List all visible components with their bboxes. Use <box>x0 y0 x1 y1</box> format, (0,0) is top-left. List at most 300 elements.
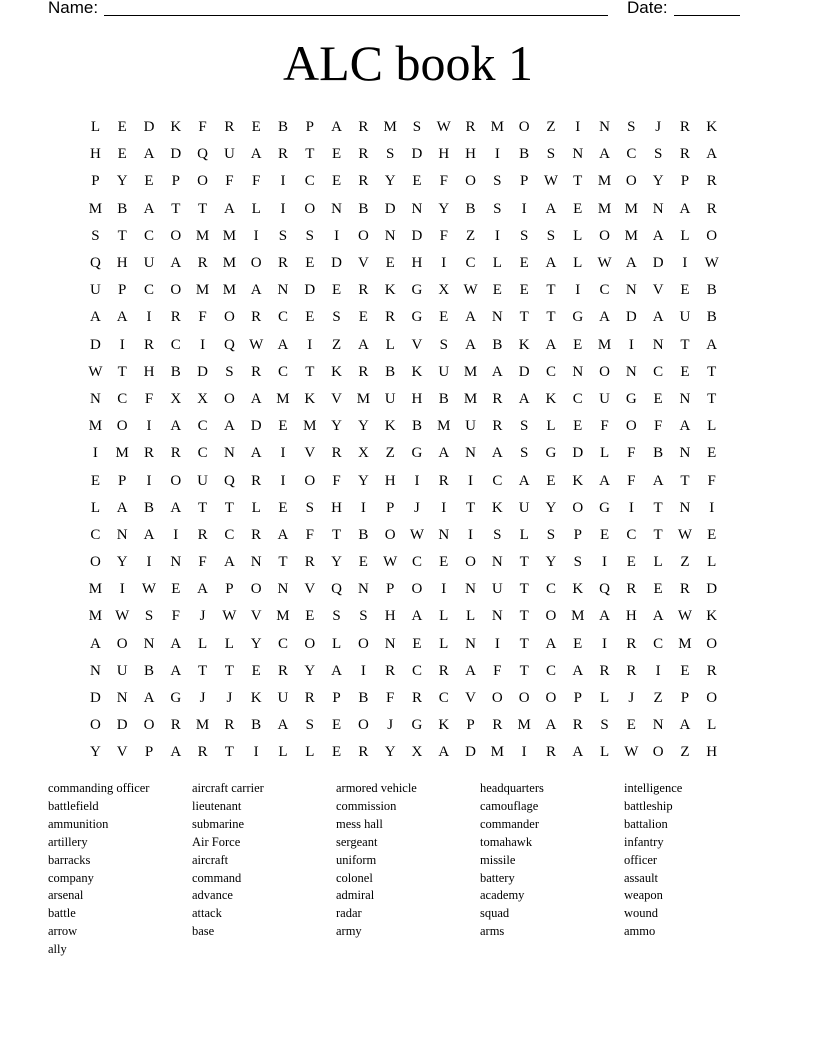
grid-letter: L <box>439 608 449 625</box>
grid-letter: P <box>91 173 100 190</box>
grid-letter: D <box>143 119 155 136</box>
grid-letter: O <box>304 200 316 217</box>
grid-letter: G <box>545 445 557 462</box>
grid-letter: T <box>653 526 663 543</box>
grid-letter: T <box>519 662 529 679</box>
grid-letter: N <box>143 635 155 652</box>
grid-letter: O <box>357 635 369 652</box>
grid-letter: T <box>519 608 529 625</box>
grid-letter: M <box>303 418 317 435</box>
grid-letter: S <box>546 146 556 163</box>
grid-letter: D <box>411 227 423 244</box>
grid-letter: C <box>304 173 315 190</box>
word-column <box>624 780 768 959</box>
grid-letter: N <box>116 526 128 543</box>
grid-letter: T <box>278 554 288 571</box>
grid-letter: I <box>628 499 634 516</box>
grid-letter: B <box>465 200 476 217</box>
grid-letter: N <box>277 581 289 598</box>
grid-letter: B <box>519 146 530 163</box>
grid-letter: O <box>250 581 262 598</box>
grid-letter: A <box>599 608 610 625</box>
grid-letter: S <box>493 200 502 217</box>
grid-row <box>82 223 725 250</box>
grid-letter: W <box>597 255 612 272</box>
grid-letter: D <box>706 581 718 598</box>
grid-letter: Z <box>546 119 556 136</box>
grid-letter: A <box>438 744 450 761</box>
grid-letter: P <box>385 581 395 598</box>
grid-letter: S <box>519 227 529 244</box>
grid-letter: R <box>492 418 503 435</box>
grid-letter: R <box>492 717 503 734</box>
grid-letter: I <box>602 635 608 652</box>
grid-letter: R <box>277 662 288 679</box>
grid-letter: Y <box>438 200 450 217</box>
word-column <box>336 780 480 959</box>
grid-letter: G <box>170 690 182 707</box>
grid-letter: D <box>384 200 396 217</box>
word-item: officer <box>624 852 658 867</box>
grid-letter: A <box>223 554 235 571</box>
grid-letter: E <box>305 608 315 625</box>
grid-letter: M <box>597 173 612 190</box>
grid-letter: Y <box>652 173 664 190</box>
grid-letter: A <box>572 744 584 761</box>
grid-letter: U <box>223 146 235 163</box>
grid-letter: S <box>385 146 395 163</box>
word-item: army <box>336 924 362 939</box>
grid-letter: T <box>198 499 208 516</box>
grid-letter: T <box>224 499 234 516</box>
grid-letter: B <box>117 200 128 217</box>
grid-letter: X <box>357 445 369 462</box>
grid-letter: E <box>439 554 449 571</box>
grid-letter: E <box>144 173 154 190</box>
grid-letter: E <box>251 119 261 136</box>
grid-letter: F <box>493 662 502 679</box>
grid-letter: Z <box>653 690 663 707</box>
word-item: commander <box>480 816 540 831</box>
grid-letter: E <box>251 662 261 679</box>
grid-letter: I <box>253 744 259 761</box>
grid-letter: A <box>250 390 262 407</box>
grid-letter: N <box>491 554 503 571</box>
grid-letter: R <box>599 662 610 679</box>
grid-letter: O <box>518 690 530 707</box>
grid-letter: N <box>491 309 503 326</box>
grid-letter: E <box>331 744 342 761</box>
grid-letter: P <box>573 690 582 707</box>
grid-letter: F <box>144 390 154 407</box>
grid-letter: N <box>331 200 342 217</box>
word-item: aircraft <box>192 852 229 867</box>
grid-letter: T <box>519 554 529 571</box>
grid-letter: M <box>490 744 505 761</box>
grid-letter: D <box>197 363 208 380</box>
grid-letter: Y <box>357 472 369 489</box>
grid-letter: E <box>331 173 342 190</box>
grid-letter: O <box>625 418 637 435</box>
grid-letter: K <box>250 690 262 707</box>
grid-letter: D <box>652 255 664 272</box>
grid-letter: E <box>90 472 100 489</box>
grid-letter: P <box>573 526 582 543</box>
grid-letter: W <box>624 744 639 761</box>
grid-letter: P <box>305 119 314 136</box>
grid-letter: N <box>625 363 637 380</box>
grid-letter: R <box>197 526 208 543</box>
grid-letter: E <box>305 255 315 272</box>
grid-letter: H <box>143 363 155 380</box>
grid-letter: E <box>680 282 690 299</box>
grid-letter: E <box>626 554 636 571</box>
grid-letter: L <box>599 445 610 462</box>
grid-letter: R <box>358 363 369 380</box>
grid-letter: N <box>438 526 450 543</box>
grid-letter: R <box>572 717 583 734</box>
date-blank-line <box>674 15 740 16</box>
grid-letter: H <box>331 499 342 516</box>
grid-letter: C <box>545 662 556 679</box>
grid-letter: L <box>278 744 288 761</box>
grid-letter: D <box>250 418 262 435</box>
word-item: squad <box>480 906 510 921</box>
grid-letter: C <box>224 526 235 543</box>
grid-letter: C <box>143 282 154 299</box>
grid-letter: I <box>575 282 581 299</box>
grid-letter: P <box>225 581 234 598</box>
grid-letter: A <box>706 336 718 353</box>
grid-letter: K <box>706 119 718 136</box>
grid-letter: Y <box>331 418 342 435</box>
grid-letter: H <box>89 146 101 163</box>
grid-letter: I <box>494 635 500 652</box>
grid-letter: M <box>463 390 478 407</box>
grid-letter: M <box>571 608 585 625</box>
grid-letter: D <box>411 146 423 163</box>
grid-letter: E <box>331 146 342 163</box>
grid-row <box>82 712 725 739</box>
grid-letter: I <box>575 119 581 136</box>
grid-letter: E <box>492 282 502 299</box>
grid-letter: O <box>304 635 316 652</box>
grid-letter: J <box>655 119 662 136</box>
grid-letter: Q <box>89 255 101 272</box>
grid-letter: N <box>250 554 262 571</box>
grid-letter: E <box>117 146 127 163</box>
grid-letter: S <box>493 173 502 190</box>
grid-letter: I <box>119 336 125 353</box>
grid-letter: G <box>411 445 423 462</box>
word-item: assault <box>624 870 659 885</box>
word-item: advance <box>192 888 233 903</box>
grid-letter: R <box>304 690 315 707</box>
grid-letter: L <box>573 255 583 272</box>
grid-letter: R <box>277 146 288 163</box>
grid-letter: I <box>280 200 286 217</box>
grid-letter: L <box>465 608 476 625</box>
grid-letter: V <box>411 336 423 353</box>
grid-letter: H <box>438 146 450 163</box>
grid-letter: F <box>707 472 716 489</box>
grid-letter: L <box>707 418 717 435</box>
grid-letter: J <box>199 608 206 625</box>
word-item: Air Force <box>192 834 241 849</box>
grid-letter: O <box>116 635 128 652</box>
grid-letter: R <box>143 445 154 462</box>
grid-letter: Y <box>384 173 396 190</box>
grid-letter: A <box>545 336 557 353</box>
grid-letter: B <box>706 309 717 326</box>
grid-letter: C <box>170 336 181 353</box>
grid-letter: Y <box>116 554 128 571</box>
grid-letter: W <box>88 363 103 380</box>
grid-letter: T <box>653 499 663 516</box>
grid-letter: I <box>280 445 286 462</box>
grid-row <box>82 304 725 331</box>
grid-letter: M <box>195 717 210 734</box>
grid-row <box>82 440 725 467</box>
grid-letter: J <box>226 690 233 707</box>
grid-letter: V <box>304 581 316 598</box>
grid-letter: E <box>412 173 422 190</box>
grid-letter: U <box>679 309 691 326</box>
word-list <box>48 780 768 959</box>
grid-letter: I <box>253 227 259 244</box>
grid-letter: S <box>519 445 529 462</box>
grid-letter: M <box>490 119 505 136</box>
grid-letter: A <box>545 255 557 272</box>
grid-letter: P <box>680 690 690 707</box>
grid-letter: W <box>463 282 478 299</box>
grid-letter: O <box>304 472 316 489</box>
grid-letter: R <box>545 744 556 761</box>
grid-letter: P <box>680 173 690 190</box>
grid-letter: P <box>519 173 529 190</box>
word-item: barracks <box>48 852 91 867</box>
grid-letter: S <box>359 608 368 625</box>
grid-letter: R <box>492 390 503 407</box>
grid-row <box>82 631 725 658</box>
grid-letter: B <box>143 499 154 516</box>
grid-letter: C <box>626 526 637 543</box>
grid-letter: I <box>200 336 206 353</box>
grid-letter: D <box>304 282 316 299</box>
grid-letter: A <box>331 662 342 679</box>
grid-letter: Z <box>680 744 690 761</box>
word-item: intelligence <box>624 781 683 795</box>
grid-letter: K <box>170 119 182 136</box>
grid-letter: G <box>411 309 423 326</box>
grid-letter: T <box>117 363 127 380</box>
grid-letter: N <box>384 635 396 652</box>
grid-letter: D <box>465 744 476 761</box>
word-item: battleship <box>624 798 673 813</box>
grid-letter: O <box>518 119 530 136</box>
grid-row <box>82 685 725 712</box>
grid-letter: M <box>276 390 290 407</box>
grid-letter: D <box>116 717 128 734</box>
grid-letter: S <box>278 227 288 244</box>
grid-letter: R <box>679 581 690 598</box>
word-item: infantry <box>624 834 664 849</box>
grid-letter: E <box>626 717 636 734</box>
grid-letter: C <box>653 635 664 652</box>
grid-letter: T <box>305 146 315 163</box>
grid-letter: I <box>494 227 500 244</box>
grid-letter: A <box>331 119 342 136</box>
grid-letter: A <box>170 499 182 516</box>
grid-letter: O <box>89 554 101 571</box>
grid-letter: Y <box>250 635 262 652</box>
grid-letter: R <box>358 173 369 190</box>
grid-letter: R <box>331 445 342 462</box>
grid-letter: N <box>116 690 128 707</box>
grid-letter: E <box>653 390 663 407</box>
grid-letter: G <box>599 499 610 516</box>
letter-grid <box>82 114 725 767</box>
grid-letter: R <box>385 662 396 679</box>
grid-row <box>82 603 725 630</box>
grid-letter: F <box>439 173 448 190</box>
grid-letter: O <box>545 608 557 625</box>
grid-letter: B <box>143 662 154 679</box>
grid-letter: O <box>706 635 718 652</box>
grid-letter: A <box>223 418 235 435</box>
grid-letter: M <box>88 418 103 435</box>
grid-letter: S <box>225 363 234 380</box>
grid-letter: S <box>653 146 663 163</box>
grid-row <box>82 522 725 549</box>
grid-letter: A <box>438 445 450 462</box>
grid-letter: R <box>706 173 717 190</box>
grid-letter: Y <box>89 744 101 761</box>
grid-letter: S <box>573 554 582 571</box>
grid-letter: Q <box>223 472 235 489</box>
grid-row <box>82 168 725 195</box>
grid-letter: W <box>436 119 451 136</box>
grid-letter: Q <box>223 336 235 353</box>
grid-letter: L <box>519 526 529 543</box>
grid-letter: R <box>224 717 235 734</box>
word-item: admiral <box>336 888 375 903</box>
grid-letter: A <box>625 255 637 272</box>
grid-letter: G <box>411 717 423 734</box>
grid-letter: H <box>384 472 396 489</box>
grid-letter: F <box>385 690 395 707</box>
grid-letter: Y <box>384 744 396 761</box>
word-item: wound <box>624 906 659 921</box>
word-item: company <box>48 870 94 885</box>
grid-letter: U <box>197 472 208 489</box>
grid-letter: T <box>224 662 234 679</box>
grid-letter: A <box>679 717 691 734</box>
grid-letter: O <box>572 499 584 516</box>
grid-letter: U <box>518 499 530 516</box>
grid-letter: I <box>146 554 152 571</box>
grid-letter: R <box>170 717 181 734</box>
grid-letter: Q <box>197 146 208 163</box>
grid-letter: W <box>249 336 264 353</box>
grid-letter: T <box>198 200 208 217</box>
grid-letter: C <box>117 390 128 407</box>
grid-letter: F <box>225 173 234 190</box>
grid-letter: K <box>384 418 396 435</box>
grid-letter: V <box>357 255 369 272</box>
grid-letter: Z <box>331 336 342 353</box>
grid-letter: C <box>626 146 637 163</box>
grid-letter: L <box>546 418 556 435</box>
grid-letter: A <box>250 445 262 462</box>
grid-letter: R <box>143 336 154 353</box>
grid-letter: S <box>305 717 314 734</box>
grid-letter: T <box>573 173 583 190</box>
grid-letter: A <box>411 608 423 625</box>
word-item: command <box>192 870 242 885</box>
grid-letter: O <box>170 282 182 299</box>
grid-letter: J <box>628 690 635 707</box>
grid-row <box>82 277 725 304</box>
grid-letter: Q <box>599 581 610 598</box>
grid-letter: M <box>624 227 638 244</box>
grid-letter: L <box>90 499 100 516</box>
grid-letter: V <box>331 390 342 407</box>
grid-letter: W <box>141 581 157 598</box>
header-line <box>48 0 748 22</box>
grid-letter: B <box>358 690 369 707</box>
grid-letter: L <box>492 255 502 272</box>
grid-row <box>82 467 725 494</box>
grid-letter: M <box>597 336 612 353</box>
grid-letter: G <box>572 309 584 326</box>
grid-letter: I <box>173 526 179 543</box>
grid-letter: A <box>277 526 289 543</box>
grid-row <box>82 495 725 522</box>
grid-letter: L <box>331 635 342 652</box>
grid-letter: D <box>89 690 101 707</box>
grid-letter: O <box>652 744 664 761</box>
grid-letter: I <box>146 418 152 435</box>
grid-letter: O <box>89 717 101 734</box>
grid-letter: O <box>465 554 476 571</box>
grid-letter: A <box>679 418 691 435</box>
grid-letter: I <box>441 499 447 516</box>
word-item: artillery <box>48 834 88 849</box>
grid-letter: B <box>385 363 396 380</box>
grid-letter: N <box>599 119 610 136</box>
grid-letter: A <box>545 717 557 734</box>
grid-letter: W <box>115 608 130 625</box>
word-item: weapon <box>624 888 663 903</box>
grid-letter: A <box>465 336 476 353</box>
grid-letter: R <box>706 200 717 217</box>
grid-letter: R <box>304 554 315 571</box>
grid-letter: M <box>88 581 103 598</box>
grid-letter: O <box>357 227 369 244</box>
grid-letter: M <box>88 608 103 625</box>
grid-letter: E <box>358 309 368 326</box>
grid-letter: V <box>652 282 664 299</box>
grid-letter: X <box>438 282 450 299</box>
grid-letter: M <box>517 717 531 734</box>
grid-letter: R <box>358 282 369 299</box>
grid-letter: N <box>411 200 423 217</box>
date-label: Date: <box>627 0 668 17</box>
grid-letter: A <box>143 146 155 163</box>
grid-letter: Y <box>331 554 342 571</box>
grid-row <box>82 413 725 440</box>
